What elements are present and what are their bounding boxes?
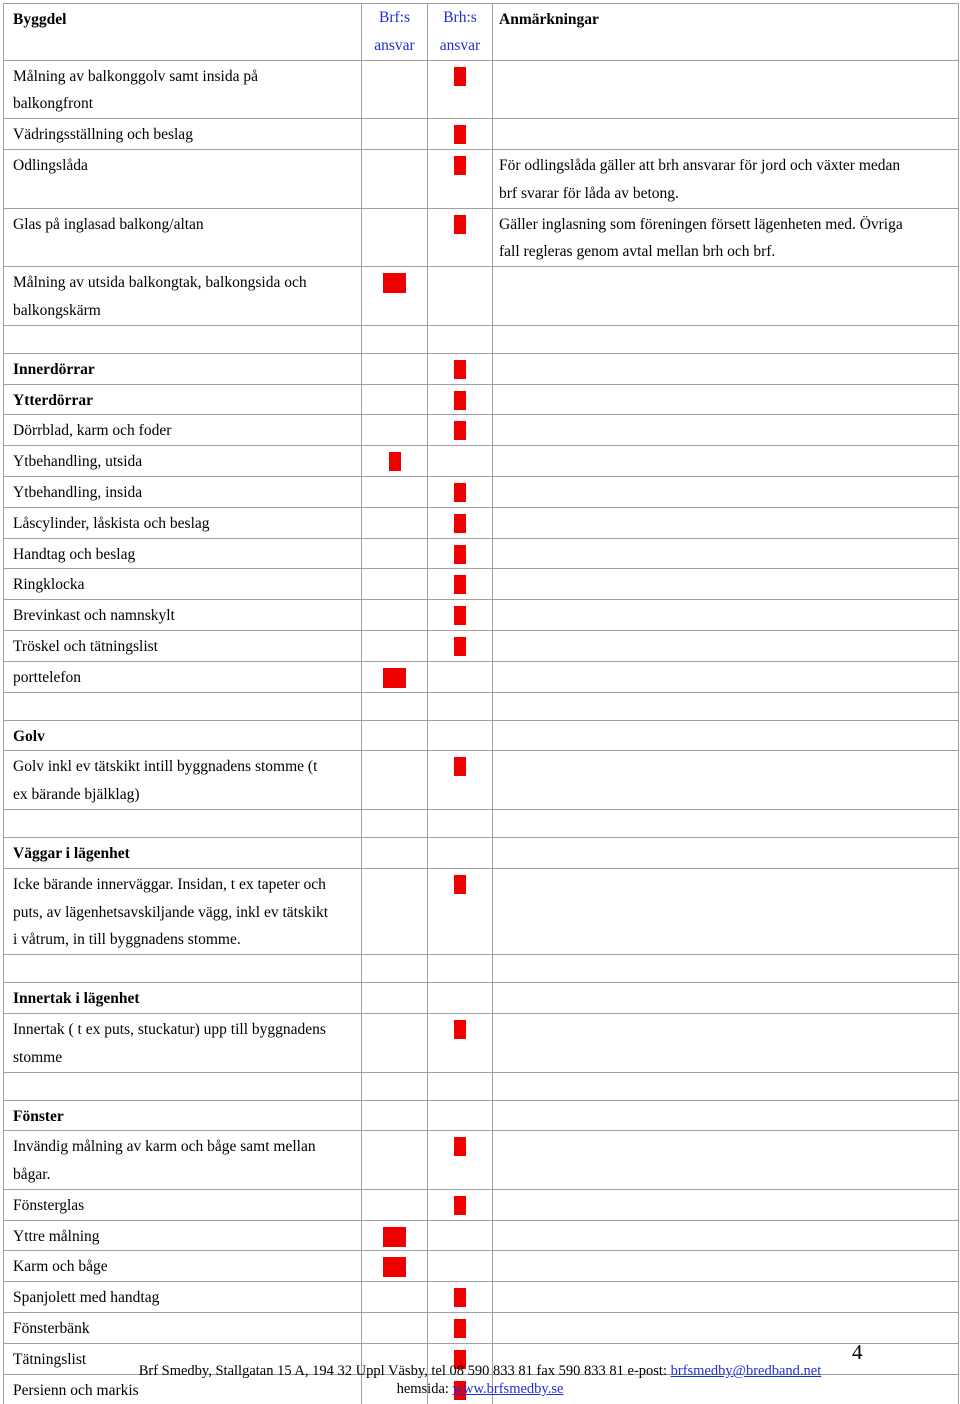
brf-ansvar-cell bbox=[362, 837, 428, 868]
responsibility-mark bbox=[454, 125, 466, 144]
brh-ansvar-cell bbox=[428, 1189, 493, 1220]
table-row bbox=[4, 600, 959, 631]
empty-cell bbox=[362, 325, 428, 353]
brh-ansvar-cell bbox=[428, 415, 493, 446]
table-row bbox=[4, 1282, 959, 1313]
brf-ansvar-cell bbox=[362, 60, 428, 119]
anmarkning-cell bbox=[493, 1189, 959, 1220]
anmarkning-cell bbox=[493, 415, 959, 446]
brf-ansvar-cell bbox=[362, 1251, 428, 1282]
responsibility-mark bbox=[454, 757, 466, 776]
table-row bbox=[4, 267, 959, 326]
responsibility-mark bbox=[383, 1257, 406, 1277]
table-row bbox=[4, 538, 959, 569]
brh-ansvar-cell bbox=[428, 837, 493, 868]
responsibility-mark bbox=[383, 1227, 406, 1247]
byggdel-cell: Persienn och markis bbox=[4, 1374, 362, 1404]
brf-ansvar-cell bbox=[362, 868, 428, 954]
empty-cell bbox=[428, 809, 493, 837]
byggdel-cell: Brevinkast och namnskylt bbox=[4, 600, 362, 631]
table-row bbox=[4, 569, 959, 600]
brf-ansvar-cell bbox=[362, 507, 428, 538]
byggdel-cell: Dörrblad, karm och foder bbox=[4, 415, 362, 446]
table-row bbox=[4, 208, 959, 267]
table-row bbox=[4, 415, 959, 446]
table-row bbox=[4, 1220, 959, 1251]
empty-row bbox=[4, 955, 959, 983]
footer-website-label: hemsida: bbox=[396, 1381, 453, 1397]
anmarkning-cell bbox=[493, 1251, 959, 1282]
anmarkning-cell bbox=[493, 267, 959, 326]
anmarkning-cell bbox=[493, 630, 959, 661]
section-heading-row bbox=[4, 384, 959, 415]
anmarkning-cell bbox=[493, 538, 959, 569]
brf-ansvar-cell bbox=[362, 149, 428, 208]
empty-cell bbox=[428, 955, 493, 983]
brf-ansvar-cell bbox=[362, 1220, 428, 1251]
brh-ansvar-cell bbox=[428, 569, 493, 600]
brh-ansvar-cell bbox=[428, 1251, 493, 1282]
anmarkning-cell bbox=[493, 661, 959, 692]
table-row bbox=[4, 60, 959, 119]
responsibility-mark bbox=[454, 360, 466, 379]
empty-cell bbox=[362, 1072, 428, 1100]
brf-ansvar-cell bbox=[362, 446, 428, 477]
section-heading-row bbox=[4, 1100, 959, 1131]
responsibility-table bbox=[3, 3, 959, 1404]
byggdel-cell: Invändig målning av karm och båge samt mellan bågar. bbox=[4, 1131, 362, 1190]
brh-ansvar-cell bbox=[428, 1313, 493, 1344]
brh-ansvar-cell bbox=[428, 267, 493, 326]
responsibility-mark bbox=[454, 514, 466, 533]
brh-ansvar-cell bbox=[428, 1013, 493, 1072]
footer-line-1 bbox=[0, 1362, 960, 1380]
table-row bbox=[4, 1313, 959, 1344]
footer-email-link[interactable]: brfsmedby@bredband.net bbox=[670, 1363, 822, 1379]
section-heading-row bbox=[4, 353, 959, 384]
empty-cell bbox=[493, 325, 959, 353]
byggdel-cell: Ringklocka bbox=[4, 569, 362, 600]
brh-ansvar-cell bbox=[428, 751, 493, 810]
section-heading-row bbox=[4, 983, 959, 1014]
anmarkning-cell bbox=[493, 837, 959, 868]
responsibility-mark bbox=[454, 1288, 466, 1307]
table-body bbox=[4, 60, 959, 1404]
table-row bbox=[4, 507, 959, 538]
brf-ansvar-cell bbox=[362, 119, 428, 150]
anmarkning-cell bbox=[493, 353, 959, 384]
anmarkning-cell bbox=[493, 446, 959, 477]
section-heading: Innerdörrar bbox=[4, 353, 362, 384]
anmarkning-cell bbox=[493, 507, 959, 538]
responsibility-mark bbox=[454, 391, 466, 410]
responsibility-mark bbox=[383, 668, 406, 688]
table-row bbox=[4, 868, 959, 954]
byggdel-cell: Ytbehandling, insida bbox=[4, 476, 362, 507]
brh-ansvar-cell bbox=[428, 507, 493, 538]
section-heading-row bbox=[4, 837, 959, 868]
table-row bbox=[4, 661, 959, 692]
brh-ansvar-cell bbox=[428, 1282, 493, 1313]
brf-ansvar-cell bbox=[362, 600, 428, 631]
byggdel-cell: Fönsterbänk bbox=[4, 1313, 362, 1344]
brf-ansvar-cell bbox=[362, 538, 428, 569]
section-heading-row bbox=[4, 720, 959, 751]
responsibility-mark bbox=[454, 421, 466, 440]
brf-ansvar-cell bbox=[362, 384, 428, 415]
footer-line-2 bbox=[0, 1380, 960, 1398]
brh-ansvar-cell bbox=[428, 983, 493, 1014]
responsibility-mark bbox=[454, 575, 466, 594]
empty-cell bbox=[4, 1072, 362, 1100]
brh-ansvar-cell bbox=[428, 446, 493, 477]
responsibility-mark bbox=[454, 1020, 466, 1039]
brh-ansvar-cell bbox=[428, 868, 493, 954]
section-heading: Golv bbox=[4, 720, 362, 751]
anmarkning-cell bbox=[493, 720, 959, 751]
brf-ansvar-cell bbox=[362, 720, 428, 751]
empty-cell bbox=[4, 809, 362, 837]
byggdel-cell: Spanjolett med handtag bbox=[4, 1282, 362, 1313]
brh-ansvar-cell bbox=[428, 630, 493, 661]
empty-row bbox=[4, 809, 959, 837]
brh-ansvar-cell bbox=[428, 661, 493, 692]
empty-cell bbox=[4, 325, 362, 353]
brf-ansvar-cell bbox=[362, 983, 428, 1014]
section-heading: Ytterdörrar bbox=[4, 384, 362, 415]
brf-ansvar-cell bbox=[362, 415, 428, 446]
brf-ansvar-cell bbox=[362, 208, 428, 267]
section-heading: Väggar i lägenhet bbox=[4, 837, 362, 868]
byggdel-cell: Målning av balkonggolv samt insida på balkongfront bbox=[4, 60, 362, 119]
responsibility-mark bbox=[454, 545, 466, 564]
brf-ansvar-cell bbox=[362, 267, 428, 326]
brh-ansvar-cell bbox=[428, 119, 493, 150]
byggdel-cell: Yttre målning bbox=[4, 1220, 362, 1251]
brf-ansvar-cell bbox=[362, 630, 428, 661]
table-row bbox=[4, 1013, 959, 1072]
byggdel-cell: Handtag och beslag bbox=[4, 538, 362, 569]
brf-ansvar-cell bbox=[362, 751, 428, 810]
header-brf-ansvar: Brf:s ansvar bbox=[362, 4, 428, 61]
anmarkning-cell: För odlingslåda gäller att brh ansvarar för jord och växter medan brf svarar för låda av betong. bbox=[493, 149, 959, 208]
byggdel-cell: Ytbehandling, utsida bbox=[4, 446, 362, 477]
table-row bbox=[4, 630, 959, 661]
responsibility-mark bbox=[454, 1137, 466, 1156]
brh-ansvar-cell bbox=[428, 149, 493, 208]
empty-cell bbox=[362, 955, 428, 983]
empty-cell bbox=[428, 325, 493, 353]
anmarkning-cell bbox=[493, 60, 959, 119]
brh-ansvar-cell bbox=[428, 208, 493, 267]
anmarkning-cell bbox=[493, 600, 959, 631]
anmarkning-cell: Gäller inglasning som föreningen försett lägenheten med. Övriga fall regleras genom avtal mellan brh och brf. bbox=[493, 208, 959, 267]
byggdel-cell: Tätningslist bbox=[4, 1343, 362, 1374]
brf-ansvar-cell bbox=[362, 476, 428, 507]
empty-cell bbox=[428, 1072, 493, 1100]
anmarkning-cell bbox=[493, 384, 959, 415]
anmarkning-cell bbox=[493, 1100, 959, 1131]
responsibility-mark bbox=[454, 483, 466, 502]
brh-ansvar-cell bbox=[428, 600, 493, 631]
brh-ansvar-cell bbox=[428, 384, 493, 415]
responsibility-mark bbox=[454, 67, 466, 86]
table-row bbox=[4, 149, 959, 208]
byggdel-cell: Tröskel och tätningslist bbox=[4, 630, 362, 661]
brh-ansvar-cell bbox=[428, 1220, 493, 1251]
empty-row bbox=[4, 1072, 959, 1100]
brh-ansvar-cell bbox=[428, 353, 493, 384]
brf-ansvar-cell bbox=[362, 1013, 428, 1072]
table-row bbox=[4, 1251, 959, 1282]
responsibility-mark bbox=[454, 1319, 466, 1338]
footer-website-link[interactable]: www.brfsmedby.se bbox=[452, 1381, 564, 1397]
empty-cell bbox=[493, 692, 959, 720]
brf-ansvar-cell bbox=[362, 569, 428, 600]
empty-row bbox=[4, 325, 959, 353]
byggdel-cell: Icke bärande innerväggar. Insidan, t ex tapeter och puts, av lägenhetsavskiljande vägg, inkl ev tätskikt i våtrum, in till byggnadens stomme. bbox=[4, 868, 362, 954]
byggdel-cell: Karm och båge bbox=[4, 1251, 362, 1282]
byggdel-cell: Målning av utsida balkongtak, balkongsida och balkongskärm bbox=[4, 267, 362, 326]
brf-ansvar-cell bbox=[362, 1282, 428, 1313]
byggdel-cell: Odlingslåda bbox=[4, 149, 362, 208]
responsibility-mark bbox=[454, 215, 466, 234]
byggdel-cell: Golv inkl ev tätskikt intill byggnadens stomme (t ex bärande bjälklag) bbox=[4, 751, 362, 810]
anmarkning-cell bbox=[493, 476, 959, 507]
anmarkning-cell bbox=[493, 119, 959, 150]
brh-ansvar-cell bbox=[428, 60, 493, 119]
header-byggdel: Byggdel bbox=[4, 4, 362, 61]
responsibility-mark bbox=[454, 1196, 466, 1215]
page-footer bbox=[0, 1362, 960, 1398]
brf-ansvar-cell bbox=[362, 353, 428, 384]
empty-cell bbox=[362, 692, 428, 720]
anmarkning-cell bbox=[493, 1313, 959, 1344]
responsibility-mark bbox=[454, 637, 466, 656]
responsibility-mark bbox=[383, 273, 406, 293]
brh-ansvar-cell bbox=[428, 476, 493, 507]
empty-cell bbox=[493, 955, 959, 983]
anmarkning-cell bbox=[493, 1220, 959, 1251]
brh-ansvar-cell bbox=[428, 538, 493, 569]
anmarkning-cell bbox=[493, 1282, 959, 1313]
header-anmarkningar: Anmärkningar bbox=[493, 4, 959, 61]
empty-cell bbox=[362, 809, 428, 837]
byggdel-cell: Glas på inglasad balkong/altan bbox=[4, 208, 362, 267]
empty-cell bbox=[4, 692, 362, 720]
brf-ansvar-cell bbox=[362, 661, 428, 692]
table-row bbox=[4, 119, 959, 150]
empty-row bbox=[4, 692, 959, 720]
responsibility-mark bbox=[454, 606, 466, 625]
responsibility-mark bbox=[454, 875, 466, 894]
anmarkning-cell bbox=[493, 569, 959, 600]
responsibility-mark bbox=[454, 156, 466, 175]
table-header-row bbox=[4, 4, 959, 61]
anmarkning-cell bbox=[493, 1131, 959, 1190]
anmarkning-cell bbox=[493, 983, 959, 1014]
table-row bbox=[4, 446, 959, 477]
table-row bbox=[4, 1189, 959, 1220]
brh-ansvar-cell bbox=[428, 1131, 493, 1190]
brf-ansvar-cell bbox=[362, 1189, 428, 1220]
empty-cell bbox=[493, 1072, 959, 1100]
table-row bbox=[4, 1131, 959, 1190]
empty-cell bbox=[493, 809, 959, 837]
brf-ansvar-cell bbox=[362, 1100, 428, 1131]
section-heading: Innertak i lägenhet bbox=[4, 983, 362, 1014]
byggdel-cell: Låscylinder, låskista och beslag bbox=[4, 507, 362, 538]
footer-address: Brf Smedby, Stallgatan 15 A, 194 32 Uppl Väsby, tel 08 590 833 81 fax 590 833 81 e-post: bbox=[138, 1363, 671, 1379]
header-brh-ansvar: Brh:s ansvar bbox=[428, 4, 493, 61]
anmarkning-cell bbox=[493, 868, 959, 954]
brf-ansvar-cell bbox=[362, 1313, 428, 1344]
section-heading: Fönster bbox=[4, 1100, 362, 1131]
anmarkning-cell bbox=[493, 751, 959, 810]
byggdel-cell: Vädringsställning och beslag bbox=[4, 119, 362, 150]
brf-ansvar-cell bbox=[362, 1131, 428, 1190]
empty-cell bbox=[428, 692, 493, 720]
brh-ansvar-cell bbox=[428, 1100, 493, 1131]
empty-cell bbox=[4, 955, 362, 983]
brh-ansvar-cell bbox=[428, 720, 493, 751]
byggdel-cell: Innertak ( t ex puts, stuckatur) upp till byggnadens stomme bbox=[4, 1013, 362, 1072]
anmarkning-cell bbox=[493, 1013, 959, 1072]
byggdel-cell: Fönsterglas bbox=[4, 1189, 362, 1220]
responsibility-mark bbox=[389, 452, 401, 471]
table-row bbox=[4, 751, 959, 810]
table-row bbox=[4, 476, 959, 507]
page-number: 4 bbox=[852, 1340, 863, 1364]
byggdel-cell: porttelefon bbox=[4, 661, 362, 692]
